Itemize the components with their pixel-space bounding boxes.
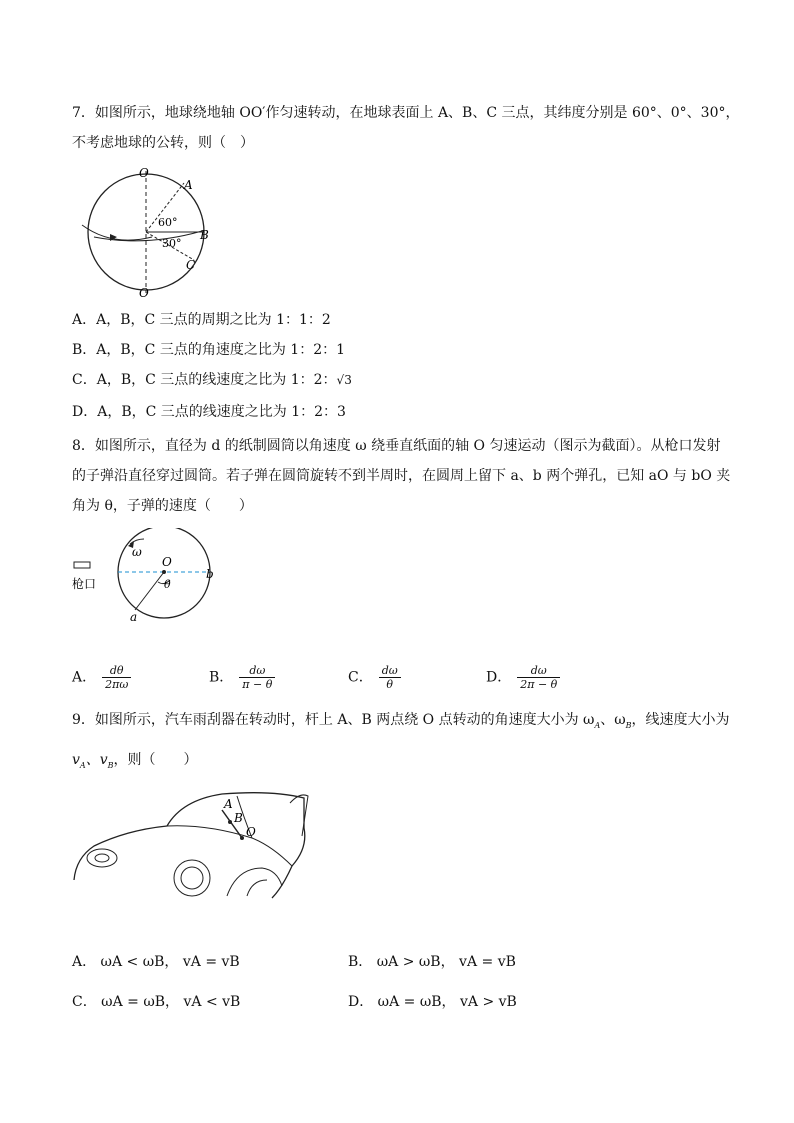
q9-option-a[interactable]: A． ωA < ωB， vA = vB [72, 954, 240, 970]
q8-option-d[interactable]: D． $\frac{d\omega}{2\pi - \theta}$ [486, 664, 560, 691]
q8-option-b[interactable]: B． $\frac{d\omega}{\pi - \theta}$ [209, 664, 275, 691]
q8-label-omega: ω [132, 545, 142, 559]
q7-label-B: B [200, 228, 209, 242]
q8-label-O: O [162, 555, 172, 569]
q8-stem-line2: 的子弹沿直径穿过圆筒。若子弹在圆筒旋转不到半周时，在圆周上留下 a、b 两个弹孔，已知 aO 与 bO 夹 [72, 468, 731, 484]
q7-label-C: C [186, 258, 196, 272]
q7-option-c[interactable]: C．A，B，C 三点的线速度之比为 1：2：√3 [72, 372, 352, 388]
q7-option-d[interactable]: D．A，B，C 三点的线速度之比为 1：2：3 [72, 404, 346, 420]
sqrt3: √3 [336, 373, 352, 387]
q8-cylinder-figure [72, 528, 222, 623]
q8-stem-line1: 8．如图所示，直径为 d 的纸制圆筒以角速度 ω 绕垂直纸面的轴 O 匀速运动（图示为截面）。从枪口发射 [72, 438, 721, 454]
q7-stem-line2: 不考虑地球的公转，则（ ） [72, 135, 254, 151]
q8-label-a: a [130, 610, 138, 623]
q8-label-theta: θ [164, 578, 171, 591]
q7-label-A: A [184, 178, 193, 192]
q9-option-b[interactable]: B． ωA > ωB， vA = vB [348, 954, 516, 970]
q8-option-a[interactable]: A． $\frac{d\theta}{2\pi\omega}$ [72, 664, 131, 691]
q7-earth-figure [72, 165, 222, 300]
q9-stem-line1: 9．如图所示，汽车雨刮器在转动时，杆上 A、B 两点绕 O 点转动的角速度大小为 $\omega_A$、$\omega_B$，线速度大小为 [72, 712, 730, 730]
q9-stem-line2: $v_A$、$v_B$，则（ ） [72, 752, 198, 770]
q8-option-c[interactable]: C． $\frac{d\omega}{\theta}$ [348, 664, 401, 691]
q7-option-a[interactable]: A．A，B，C 三点的周期之比为 1：1：2 [72, 312, 331, 328]
q8-stem-line3: 角为 θ，子弹的速度（ ） [72, 498, 253, 514]
q9-label-B: B [234, 811, 243, 825]
q8-label-b: b [206, 567, 214, 581]
q9-option-c[interactable]: C． ωA = ωB， vA < vB [72, 994, 241, 1010]
q8-label-gun: 枪口 [72, 577, 97, 591]
q9-label-O: O [246, 825, 256, 839]
q7-label-30: 30° [162, 237, 182, 250]
q9-option-d[interactable]: D． ωA = ωB， vA > vB [348, 994, 517, 1010]
q9-car-figure [72, 788, 312, 900]
q7-label-O-top: O [139, 166, 149, 180]
q7-label-60: 60° [158, 216, 178, 229]
q7-option-b[interactable]: B．A，B，C 三点的角速度之比为 1：2：1 [72, 342, 346, 358]
q9-label-A: A [224, 797, 233, 811]
q7-label-O-bottom: O [139, 286, 149, 300]
q7-stem-line1: 7．如图所示，地球绕地轴 OO′作匀速转动，在地球表面上 A、B、C 三点，其纬度分别是 60°、0°、30°， [72, 105, 740, 121]
